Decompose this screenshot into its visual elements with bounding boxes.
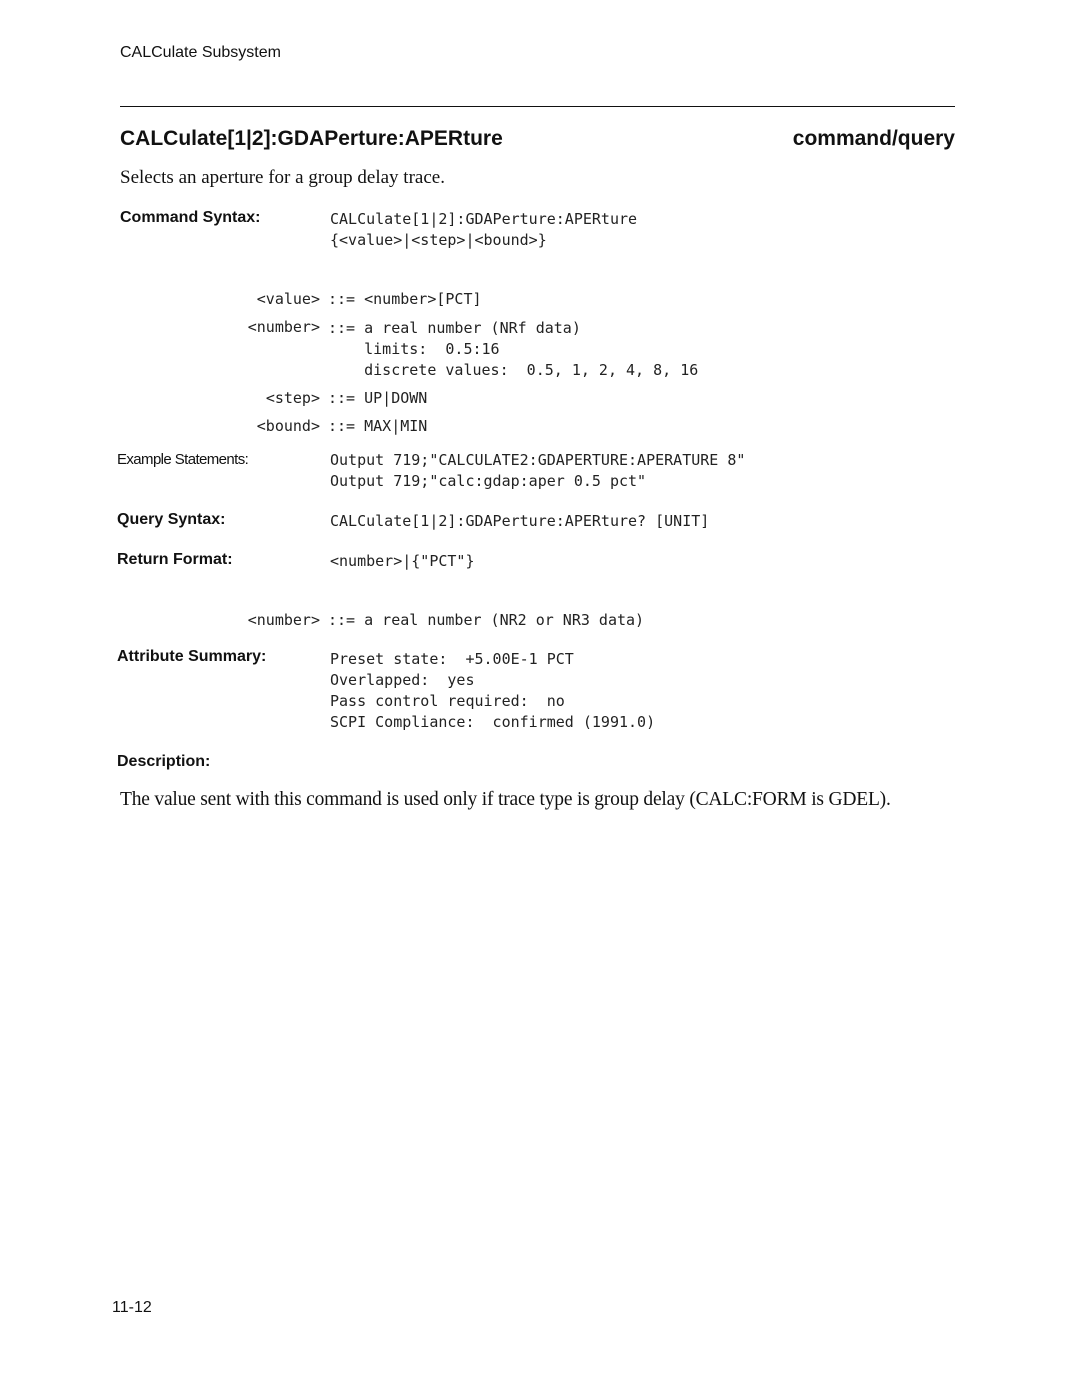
return-def-term: <number>: [247, 611, 320, 629]
section-header: CALCulate Subsystem: [120, 44, 281, 61]
attribute-summary-label: Attribute Summary:: [117, 648, 267, 665]
example-statements-label: Example Statements:: [117, 451, 249, 468]
attribute-line: SCPI Compliance: confirmed (1991.0): [330, 713, 656, 731]
header-rule: [120, 106, 955, 107]
command-type: command/query: [792, 127, 955, 150]
command-title: CALCulate[1|2]:GDAPerture:APERture: [120, 127, 503, 150]
attribute-line: Overlapped: yes: [330, 671, 475, 689]
command-syntax-label: Command Syntax:: [120, 209, 261, 226]
description-text: The value sent with this command is used only if trace type is group delay (CALC:FORM is GDEL).: [120, 789, 891, 810]
query-syntax-label: Query Syntax:: [117, 511, 226, 528]
def-term-bound: <bound>: [256, 417, 320, 435]
example-statement-2: Output 719;"calc:gdap:aper 0.5 pct": [330, 472, 647, 490]
command-syntax-line-2: {<value>|<step>|<bound>}: [330, 231, 547, 249]
example-statement-1: Output 719;"CALCULATE2:GDAPERTURE:APERATURE 8": [330, 451, 746, 469]
def-term-number: <number>: [247, 318, 320, 336]
attribute-line: Pass control required: no: [330, 692, 565, 710]
attribute-line: Preset state: +5.00E-1 PCT: [330, 650, 574, 668]
def-term-step: <step>: [265, 389, 320, 407]
return-format-value: <number>|{"PCT"}: [330, 552, 475, 570]
query-syntax-value: CALCulate[1|2]:GDAPerture:APERture? [UNIT]: [330, 512, 710, 530]
return-def-value: ::= a real number (NR2 or NR3 data): [328, 611, 645, 629]
description-label: Description:: [117, 753, 211, 770]
command-summary: Selects an aperture for a group delay trace.: [120, 167, 445, 188]
page-number: 11-12: [112, 1299, 152, 1316]
def-bound: ::= MAX|MIN: [328, 417, 428, 435]
def-number: ::= a real number (NRf data) limits: 0.5:16 discrete values: 0.5, 1, 2, 4, 8, 16: [328, 319, 699, 379]
command-syntax-line-1: CALCulate[1|2]:GDAPerture:APERture: [330, 210, 638, 228]
return-format-label: Return Format:: [117, 551, 233, 568]
def-value: ::= <number>[PCT]: [328, 290, 482, 308]
def-term-value: <value>: [256, 290, 320, 308]
def-step: ::= UP|DOWN: [328, 389, 428, 407]
